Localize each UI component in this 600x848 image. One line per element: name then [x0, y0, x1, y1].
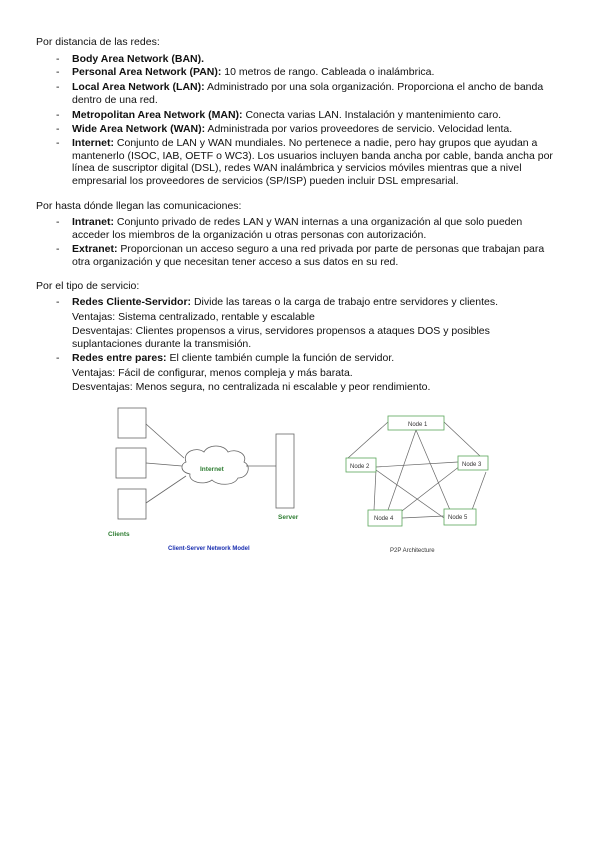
- link-line: [416, 430, 450, 510]
- desc: Conjunto privado de redes LAN y WAN internas a una organización al que solo pueden acceder los miembros de la organización u otras personas con autorización.: [72, 216, 523, 241]
- list-item-ban: [56, 53, 556, 66]
- list-dash: -: [56, 66, 60, 78]
- term: Redes Cliente-Servidor:: [72, 296, 192, 308]
- link-line: [348, 422, 388, 458]
- list-item-client-server: [56, 296, 556, 309]
- list-dash: -: [56, 216, 60, 228]
- term: Wide Area Network (WAN):: [72, 123, 206, 135]
- node-label: Node 3: [462, 462, 482, 468]
- p2p-diagram: [340, 410, 510, 555]
- list-dash: -: [56, 123, 60, 135]
- link-line: [146, 463, 182, 466]
- desc: El cliente también cumple la función de servidor.: [166, 352, 395, 364]
- term: Extranet:: [72, 243, 118, 255]
- link-line: [444, 422, 480, 456]
- p2p-disadvantages: Desventajas: Menos segura, no centralizada ni escalable y peor rendimiento.: [72, 381, 431, 393]
- link-line: [402, 516, 444, 518]
- list-item-pan: [56, 66, 556, 79]
- list-item-p2p: [56, 352, 556, 365]
- link-line: [374, 470, 376, 510]
- client-server-disadvantages: Desventajas: Clientes propensos a virus, servidores propensos a ataques DOS y posibles suplantaciones durante la transmisión.: [72, 325, 490, 350]
- term: Personal Area Network (PAN):: [72, 66, 222, 78]
- client-box: [116, 448, 146, 478]
- desc: Administrado por una sola organización. Proporciona el ancho de banda dentro de una red.: [72, 81, 544, 106]
- server-label: Server: [278, 514, 299, 521]
- section-heading-service: Por el tipo de servicio:: [36, 280, 140, 292]
- desc: 10 metros de rango. Cableada o inalámbrica.: [221, 66, 435, 78]
- list-item-extranet: [56, 243, 556, 268]
- diagram-caption: P2P Architecture: [390, 548, 435, 554]
- link-line: [388, 430, 416, 510]
- desc: Proporcionan un acceso seguro a una red privada por parte de personas que trabajan para otra organización y que necesitan tener acceso a sus datos en su red.: [72, 243, 545, 268]
- internet-label: Internet: [200, 466, 224, 473]
- node-label: Node 4: [374, 516, 394, 522]
- term: Local Area Network (LAN):: [72, 81, 205, 93]
- diagram-caption: Client-Server Network Model: [168, 546, 250, 552]
- link-line: [398, 466, 460, 514]
- list-dash: -: [56, 81, 60, 93]
- node-label: Node 2: [350, 464, 370, 470]
- link-line: [376, 462, 458, 467]
- node-label: Node 5: [448, 515, 468, 521]
- term: Body Area Network (BAN).: [72, 53, 205, 65]
- p2p-advantages: Ventajas: Fácil de configurar, menos compleja y más barata.: [72, 367, 353, 379]
- list-dash: -: [56, 109, 60, 121]
- list-item-intranet: [56, 216, 556, 241]
- desc: Conjunto de LAN y WAN mundiales. No pertenece a nadie, pero hay grupos que ayudan a mantenerlo (ISOC, IAB, OETF o WC3). Los usuarios incluyen banda ancha por cable, banda ancha por línea de suscriptor digital (DSL), redes WAN inalámbrica y servicios móviles mientras que a nivel empresarial los proveedores de servicios (SP/ISP) pueden incluir DSL empresarial.: [72, 137, 553, 187]
- list-item-internet: [56, 137, 556, 187]
- client-server-diagram: [100, 400, 310, 558]
- desc: Divide las tareas o la carga de trabajo entre servidores y clientes.: [191, 296, 499, 308]
- link-line: [146, 424, 184, 458]
- server-icon: [276, 434, 294, 508]
- node-label: Node 1: [408, 422, 428, 428]
- desc: Administrada por varios proveedores de servicio. Velocidad lenta.: [205, 123, 513, 135]
- list-dash: -: [56, 352, 60, 364]
- client-box: [118, 408, 146, 438]
- list-item-lan: [56, 81, 556, 106]
- list-dash: -: [56, 243, 60, 255]
- section-heading-reach: Por hasta dónde llegan las comunicaciones:: [36, 200, 242, 212]
- term: Redes entre pares:: [72, 352, 167, 364]
- list-dash: -: [56, 137, 60, 149]
- list-dash: -: [56, 296, 60, 308]
- client-box: [118, 489, 146, 519]
- link-line: [472, 472, 486, 510]
- desc: Conecta varias LAN. Instalación y mantenimiento caro.: [242, 109, 502, 121]
- term: Metropolitan Area Network (MAN):: [72, 109, 243, 121]
- list-item-man: [56, 109, 556, 122]
- client-server-advantages: Ventajas: Sistema centralizado, rentable y escalable: [72, 311, 315, 323]
- list-dash: -: [56, 53, 60, 65]
- clients-label: Clients: [108, 531, 130, 538]
- term: Internet:: [72, 137, 114, 149]
- term: Intranet:: [72, 216, 114, 228]
- link-line: [146, 476, 186, 503]
- list-item-wan: [56, 123, 556, 136]
- section-heading-distance: Por distancia de las redes:: [36, 36, 160, 48]
